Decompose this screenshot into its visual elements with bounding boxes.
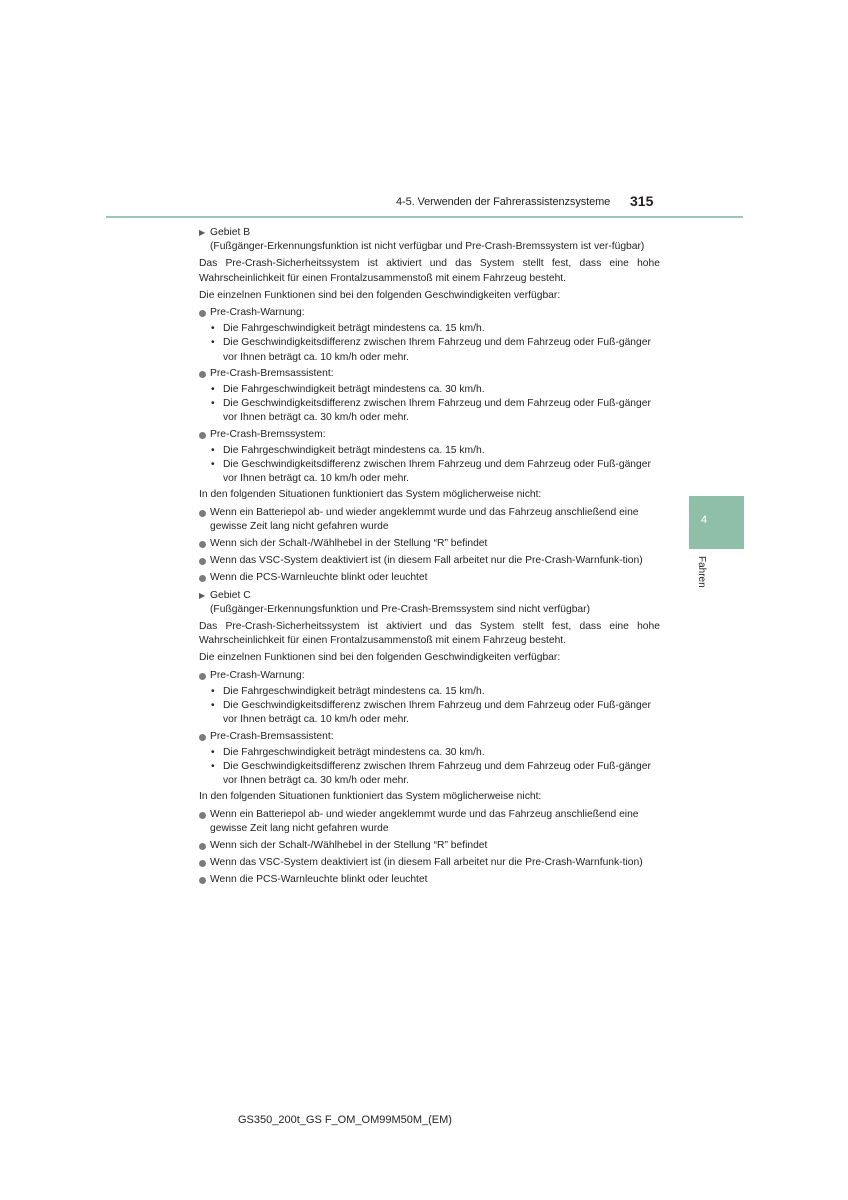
gebiet-b-intro: Das Pre-Crash-Sicherheitssystem ist aktiviert und das System stellt fest, dass eine hohe Wahrscheinlichkeit für einen Frontalzusammenstoß mit einem Fahrzeug besteht. [199,258,660,284]
gebiet-c-note: (Fußgänger-Erkennungsfunktion und Pre-Crash-Bremssystem sind nicht verfügbar) [210,603,591,615]
sub-list-text: Die Fahrgeschwindigkeit beträgt mindestens ca. 15 km/h. [223,323,485,335]
list-item-text: Wenn das VSC-System deaktiviert ist (in diesem Fall arbeitet nur die Pre-Crash-Warnfunk-tion) [210,555,643,567]
bullet-point-icon: • [211,398,215,410]
c-pre-crash-bremsassistent [199,730,660,789]
bullet-point-icon: • [211,459,215,471]
bullet-dot-icon [199,877,206,884]
list-item [199,873,660,887]
bullet-dot-icon [199,510,206,517]
bullet-point-icon: • [211,746,215,758]
list-item [199,571,660,585]
list-item [199,669,660,683]
list-item-text: Wenn ein Batteriepol ab- und wieder angeklemmt wurde und das Fahrzeug anschließend eine gewisse Zeit lang nicht gefahren wurde [210,808,639,834]
bullet-dot-icon [199,558,206,565]
bullet-point-icon: • [211,700,215,712]
list-item-text: Wenn das VSC-System deaktiviert ist (in diesem Fall arbeitet nur die Pre-Crash-Warnfunk-tion) [210,857,643,869]
gebiet-c-intro: Das Pre-Crash-Sicherheitssystem ist aktiviert und das System stellt fest, dass eine hohe Wahrscheinlichkeit für einen Frontalzusammenstoß mit einem Fahrzeug besteht. [199,621,660,647]
list-item-text: Wenn sich der Schalt-/Wählhebel in der Stellung “R” befindet [210,538,488,550]
gebiet-b-note: (Fußgänger-Erkennungsfunktion ist nicht verfügbar und Pre-Crash-Bremssystem ist ver-fügbar) [210,241,645,253]
sub-list-item [199,699,660,727]
document-code-footer: GS350_200t_GS F_OM_OM99M50M_(EM) [238,1114,452,1126]
gebiet-c-heading [199,589,660,617]
list-item [199,808,660,836]
b-pre-crash-bremsassistent [199,367,660,426]
bullet-point-icon: • [211,337,215,349]
sub-list-text: Die Geschwindigkeitsdifferenz zwischen Ihrem Fahrzeug und dem Fahrzeug oder Fuß-gänger vor Ihnen beträgt ca. 10 km/h oder mehr. [223,459,651,485]
gebiet-b-heading [199,226,660,254]
gebiet-c-title: Gebiet C [210,589,251,601]
sub-list-text: Die Fahrgeschwindigkeit beträgt mindestens ca. 30 km/h. [223,384,485,396]
bullet-dot-icon [199,673,206,680]
list-item-text: Wenn ein Batteriepol ab- und wieder angeklemmt wurde und das Fahrzeug anschließend eine gewisse Zeit lang nicht gefahren wurde [210,506,639,532]
sub-list-item [199,444,660,458]
sub-list-item [199,760,660,788]
bullet-dot-icon [199,812,206,819]
list-item-title: Pre-Crash-Warnung: [210,669,305,681]
sub-list-item [199,383,660,397]
c-situations-intro: In den folgenden Situationen funktioniert das System möglicherweise nicht: [199,791,542,803]
bullet-point-icon: • [211,444,215,456]
b-pre-crash-bremssystem [199,428,660,487]
chapter-number: 4 [700,514,708,526]
gebiet-c-speeds-intro: Die einzelnen Funktionen sind bei den folgenden Geschwindigkeiten verfügbar: [199,652,561,664]
list-item [199,537,660,551]
list-item [199,506,660,534]
triangle-arrow-icon: ▶ [199,228,206,237]
list-item [199,428,660,442]
list-item-title: Pre-Crash-Bremssystem: [210,428,326,440]
section-header: 4-5. Verwenden der Fahrerassistenzsysteme [396,196,611,208]
bullet-dot-icon [199,541,206,548]
list-item-title: Pre-Crash-Bremsassistent: [210,367,334,379]
list-item-title: Pre-Crash-Bremsassistent: [210,730,334,742]
bullet-dot-icon [199,432,206,439]
list-item [199,367,660,381]
sub-list-item [199,458,660,486]
sub-list-item [199,685,660,699]
chapter-label: Fahren [696,556,707,588]
bullet-dot-icon [199,843,206,850]
list-item [199,306,660,320]
sub-list-text: Die Geschwindigkeitsdifferenz zwischen Ihrem Fahrzeug und dem Fahrzeug oder Fuß-gänger vor Ihnen beträgt ca. 10 km/h oder mehr. [223,700,651,726]
sub-list-item [199,397,660,425]
main-content [199,226,660,891]
chapter-tab[interactable] [689,496,744,549]
sub-list-item [199,336,660,364]
sub-list-item [199,746,660,760]
sub-list-text: Die Geschwindigkeitsdifferenz zwischen Ihrem Fahrzeug und dem Fahrzeug oder Fuß-gänger vor Ihnen beträgt ca. 30 km/h oder mehr. [223,398,651,424]
list-item-text: Wenn die PCS-Warnleuchte blinkt oder leuchtet [210,572,428,584]
page-number: 315 [630,193,654,209]
list-item [199,730,660,744]
bullet-point-icon: • [211,760,215,772]
bullet-point-icon: • [211,685,215,697]
list-item-text: Wenn die PCS-Warnleuchte blinkt oder leuchtet [210,874,428,886]
sub-list-text: Die Fahrgeschwindigkeit beträgt mindestens ca. 15 km/h. [223,685,485,697]
list-item [199,856,660,870]
b-pre-crash-warnung [199,306,660,365]
bullet-dot-icon [199,575,206,582]
sub-list-text: Die Geschwindigkeitsdifferenz zwischen Ihrem Fahrzeug und dem Fahrzeug oder Fuß-gänger vor Ihnen beträgt ca. 30 km/h oder mehr. [223,760,651,787]
bullet-point-icon: • [211,323,215,335]
gebiet-b-title: Gebiet B [210,227,251,238]
bullet-dot-icon [199,734,206,741]
sub-list-item [199,322,660,336]
list-item-text: Wenn sich der Schalt-/Wählhebel in der Stellung “R” befindet [210,839,488,851]
list-item [199,554,660,568]
header-divider [106,216,743,218]
sub-list-text: Die Fahrgeschwindigkeit beträgt mindestens ca. 15 km/h. [223,444,485,456]
list-item [199,839,660,853]
bullet-dot-icon [199,371,206,378]
sub-list-text: Die Geschwindigkeitsdifferenz zwischen Ihrem Fahrzeug und dem Fahrzeug oder Fuß-gänger vor Ihnen beträgt ca. 10 km/h oder mehr. [223,337,651,363]
gebiet-b-speeds-intro: Die einzelnen Funktionen sind bei den folgenden Geschwindigkeiten verfügbar: [199,289,561,301]
c-pre-crash-warnung [199,669,660,728]
bullet-point-icon: • [211,384,215,396]
triangle-arrow-icon: ▶ [199,590,206,600]
b-situations-intro: In den folgenden Situationen funktioniert das System möglicherweise nicht: [199,489,542,501]
bullet-dot-icon [199,310,206,317]
sub-list-text: Die Fahrgeschwindigkeit beträgt mindestens ca. 30 km/h. [223,746,485,758]
list-item-title: Pre-Crash-Warnung: [210,307,305,319]
bullet-dot-icon [199,860,206,867]
